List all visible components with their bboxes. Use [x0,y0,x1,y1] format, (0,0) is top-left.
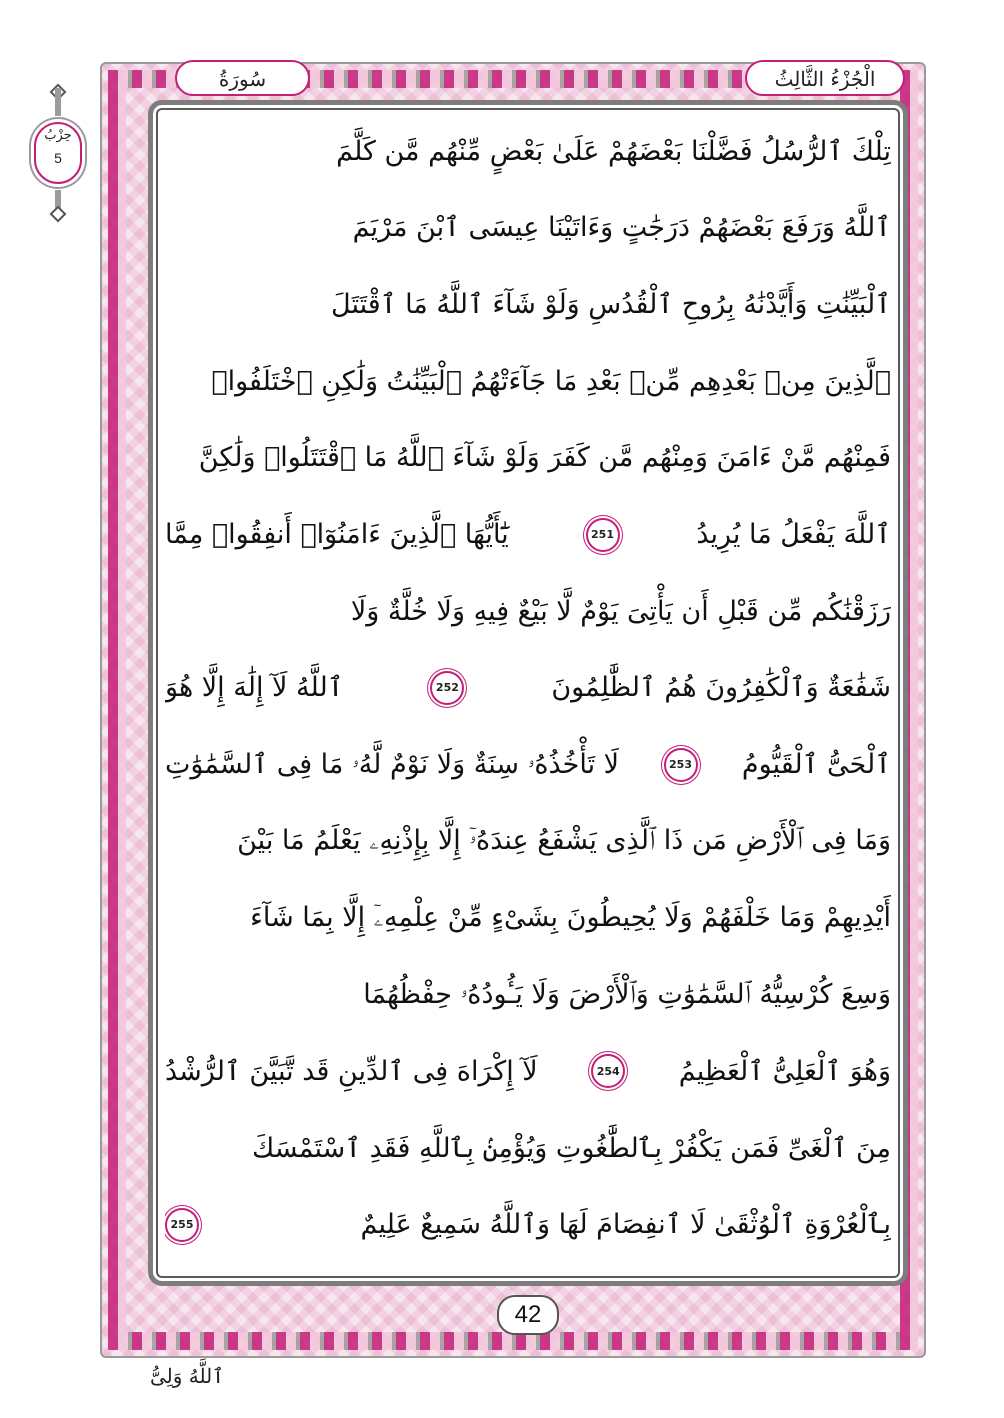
verse-text: ٱللَّهَ يَفْعَلُ مَا يُرِيدُ [696,519,891,551]
verse-line [165,1115,891,1181]
verse-text: ٱلَّذِينَ مِنۢ بَعْدِهِم مِّنۢ بَعْدِ مَا جَآءَتْهُمُ ٱلْبَيِّنَٰتُ وَلَٰكِنِ ٱخْتَلَفُوا۟ [211,365,891,397]
verse-line [165,1038,891,1104]
surah-title: سُورَةُ [175,60,310,96]
ayah-number-marker: 254 [591,1054,625,1088]
verse-text: أَيْدِيهِمْ وَمَا خَلْفَهُمْ وَلَا يُحِيطُونَ بِشَىْءٍ مِّنْ عِلْمِهِۦٓ إِلَّا بِمَا شَآءَ [250,902,891,934]
verse-line [165,118,891,184]
ayah-number-marker: 255 [165,1208,199,1242]
hizb-top-ornament-icon [55,88,61,116]
verse-text: شَفَٰعَةٌ وَٱلْكَٰفِرُونَ هُمُ ٱلظَّٰلِمُونَ [551,672,891,704]
verse-line [165,502,891,568]
ayah-number-marker: 252 [430,671,464,705]
ayah-number-marker: 253 [664,748,698,782]
verse-text: مِنَ ٱلْغَىِّ فَمَن يَكْفُرْ بِٱلطَّٰغُوتِ وَيُؤْمِنۢ بِٱللَّهِ فَقَدِ ٱسْتَمْسَكَ [252,1132,891,1164]
hizb-number: 5 [54,150,62,166]
verse-line [165,808,891,874]
catchword: ٱللَّهُ وَلِىُّ [150,1364,224,1388]
hizb-bottom-diamond-icon [50,206,67,223]
verse-text: رَزَقْنَٰكُم مِّن قَبْلِ أَن يَأْتِىَ يَوْمٌ لَّا بَيْعٌ فِيهِ وَلَا خُلَّةٌ وَلَا [350,595,891,627]
hizb-label: حِزْبُ [44,128,72,143]
verse-text: ٱللَّهُ لَآ إِلَٰهَ إِلَّا هُوَ [165,672,344,704]
verse-text: لَا تَأْخُذُهُۥ سِنَةٌ وَلَا نَوْمٌ لَّهُۥ مَا فِى ٱلسَّمَٰوَٰتِ [165,748,620,780]
juz-title: الْجُزْءُ الثَّالِثُ [745,60,905,96]
verse-text: وَسِعَ كُرْسِيُّهُ ٱلسَّمَٰوَٰتِ وَٱلْأَرْضَ وَلَا يَـُٔودُهُۥ حِفْظُهُمَا [363,978,891,1010]
verse-line [165,271,891,337]
verse-text: وَمَا فِى ٱلْأَرْضِ مَن ذَا ٱلَّذِى يَشْفَعُ عِندَهُۥٓ إِلَّا بِإِذْنِهِۦ يَعْلَمُ مَا بَيْنَ [237,825,891,857]
hizb-marker [26,86,90,222]
verse-lines [165,118,891,1258]
verse-line [165,962,891,1028]
verse-line [165,1192,891,1258]
verse-text: تِلْكَ ٱلرُّسُلُ فَضَّلْنَا بَعْضَهُمْ عَلَىٰ بَعْضٍ مِّنْهُم مَّن كَلَّمَ [336,135,891,167]
verse-text: ٱلْحَىُّ ٱلْقَيُّومُ [741,749,891,781]
verse-line [165,655,891,721]
verse-text: يَٰٓأَيُّهَا ٱلَّذِينَ ءَامَنُوٓا۟ أَنفِقُوا۟ مِمَّا [165,519,509,551]
verse-line [165,195,891,261]
verse-text: وَهُوَ ٱلْعَلِىُّ ٱلْعَظِيمُ [678,1055,891,1087]
verse-text: ٱلْبَيِّنَٰتِ وَأَيَّدْنَٰهُ بِرُوحِ ٱلْقُدُسِ وَلَوْ شَآءَ ٱللَّهُ مَا ٱقْتَتَلَ [331,288,891,320]
verse-line [165,348,891,414]
verse-line [165,885,891,951]
verse-line [165,732,891,798]
verse-text: لَآ إِكْرَاهَ فِى ٱلدِّينِ قَد تَّبَيَّنَ ٱلرُّشْدُ [165,1055,538,1087]
verse-text: بِٱلْعُرْوَةِ ٱلْوُثْقَىٰ لَا ٱنفِصَامَ لَهَا وَٱللَّهُ سَمِيعٌ عَلِيمٌ [360,1209,891,1241]
verse-text: ٱللَّهُ وَرَفَعَ بَعْضَهُمْ دَرَجَٰتٍ وَءَاتَيْنَا عِيسَى ٱبْنَ مَرْيَمَ [352,212,891,244]
ayah-number-marker: 251 [586,518,620,552]
verse-line [165,425,891,491]
verse-text: فَمِنْهُم مَّنْ ءَامَنَ وَمِنْهُم مَّن كَفَرَ وَلَوْ شَآءَ ٱللَّهُ مَا ٱقْتَتَلُوا۟ وَلَٰكِنَّ [198,442,891,474]
page-number: 42 [497,1295,559,1335]
verse-line [165,578,891,644]
